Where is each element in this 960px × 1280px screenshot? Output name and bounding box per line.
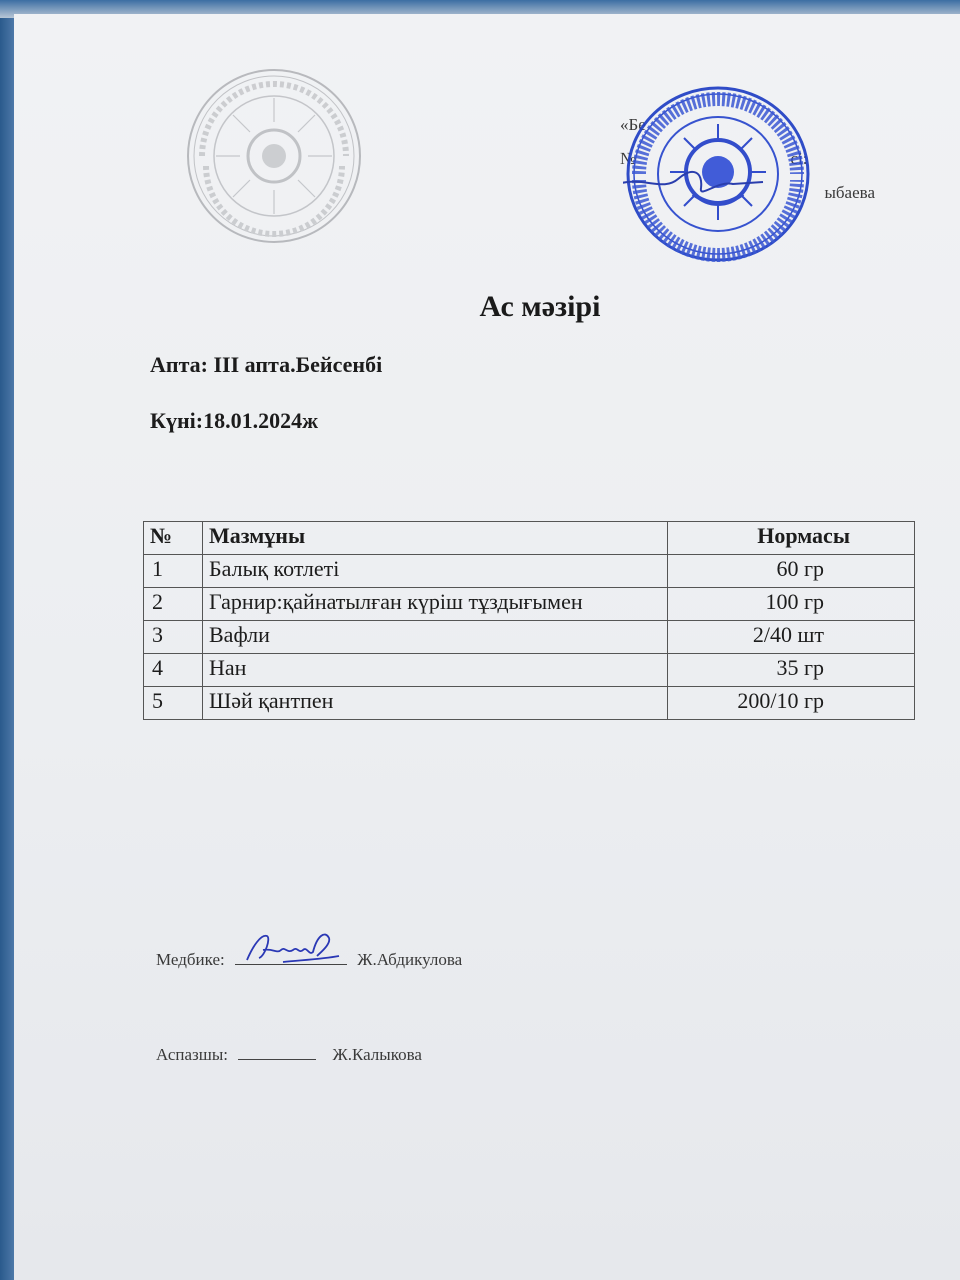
table-row (144, 654, 915, 687)
nurse-signature-line (235, 950, 347, 965)
cook-name: Ж.Калыкова (332, 1045, 422, 1064)
approval-line-3: ыбаева (824, 183, 875, 202)
header-content: Мазмұны (203, 522, 668, 555)
header-number: № (144, 522, 203, 555)
week-label: Апта: ІІІ апта.Бейсенбі (150, 352, 383, 377)
nurse-name: Ж.Абдикулова (357, 950, 463, 969)
row-norm: 60 гр (668, 555, 915, 588)
nurse-label: Медбике: (156, 950, 225, 969)
date-label: Күні:18.01.2024ж (150, 408, 319, 433)
row-content: Вафли (203, 621, 668, 654)
cook-label: Аспазшы: (156, 1045, 228, 1064)
row-number: 3 (144, 621, 203, 654)
row-content: Балық котлеті (203, 555, 668, 588)
approval-line-1: «Бе (620, 115, 646, 134)
table-row (144, 555, 915, 588)
row-norm: 200/10 гр (668, 687, 915, 720)
table-header-row (144, 522, 915, 555)
table-row (144, 621, 915, 654)
page-title: Ас мәзірі (479, 290, 601, 323)
faded-seal-stamp (182, 66, 366, 246)
header-norm: Нормасы (668, 522, 915, 555)
row-number: 2 (144, 588, 203, 621)
row-norm: 2/40 шт (668, 621, 915, 654)
row-norm: 35 гр (668, 654, 915, 687)
cook-signature-line (238, 1045, 316, 1060)
row-number: 5 (144, 687, 203, 720)
row-number: 1 (144, 555, 203, 588)
row-content: Нан (203, 654, 668, 687)
approval-line-2: № (620, 149, 637, 168)
nurse-signature-row (156, 950, 462, 970)
nurse-handwritten-signature (243, 926, 343, 968)
table-row (144, 588, 915, 621)
official-blue-seal (623, 84, 813, 264)
row-norm: 100 гр (668, 588, 915, 621)
table-row (144, 687, 915, 720)
cook-signature-row (156, 1045, 422, 1065)
approval-line-2-tail: сі: (790, 149, 808, 168)
row-number: 4 (144, 654, 203, 687)
row-content: Шәй қантпен (203, 687, 668, 720)
row-content: Гарнир:қайнатылған күріш тұздығымен (203, 588, 668, 621)
menu-table (143, 521, 915, 720)
background-wall-left (0, 0, 14, 1280)
